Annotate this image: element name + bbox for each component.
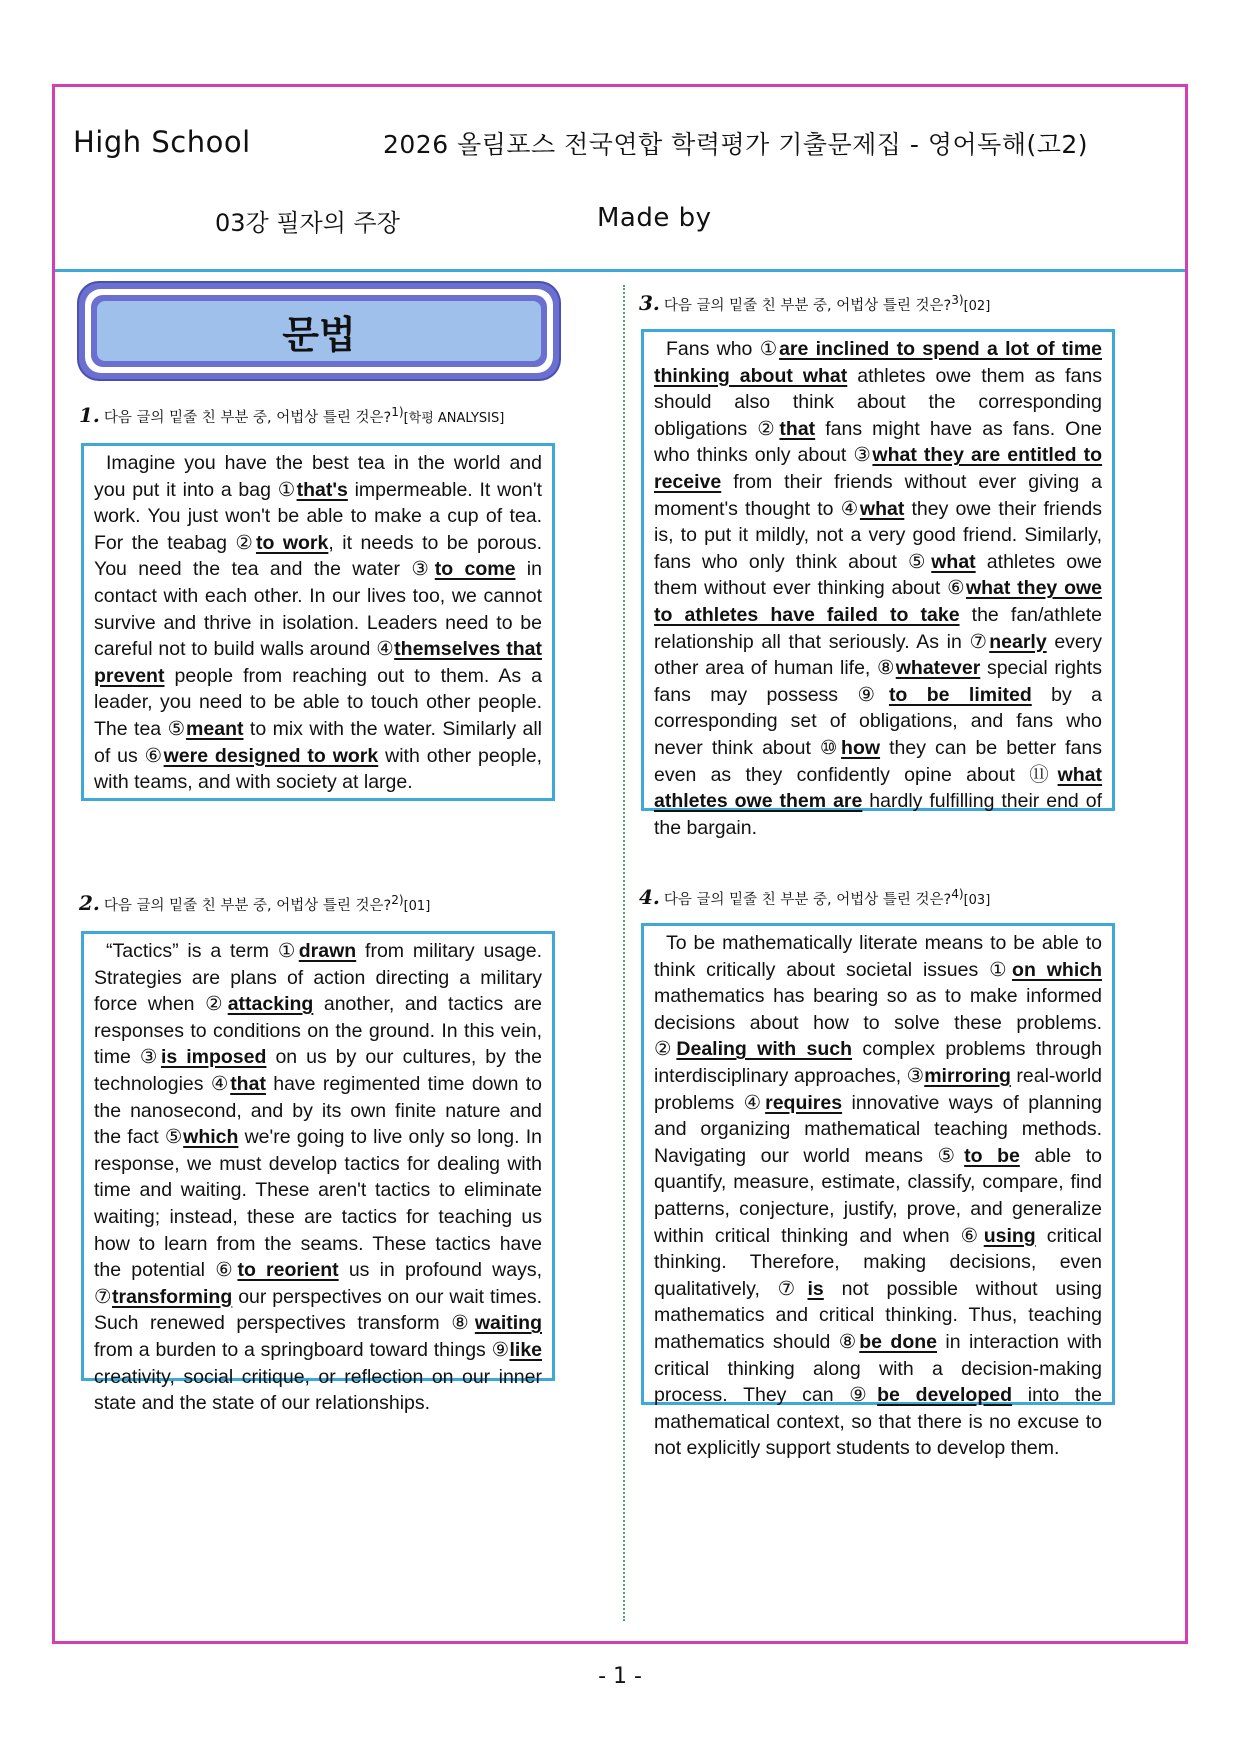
- question-4-label: [639, 885, 990, 909]
- passage-text: ⑥: [144, 744, 164, 767]
- passage-text: ⑩: [819, 736, 842, 759]
- passage-text: ⑦: [969, 630, 990, 653]
- passage-text: hardly fulfilling their end of the bargain.: [654, 790, 1102, 839]
- passage-text: by a corresponding set of obligations, and fans who never think about: [654, 683, 1103, 759]
- passage-text: “Tactics” is a term: [106, 940, 278, 962]
- header-lesson: 03강 필자의 주장: [215, 209, 400, 237]
- passage-text: , it needs to be porous. You need the tea and the water: [94, 531, 542, 581]
- underlined-choice: is imposed: [160, 1046, 267, 1069]
- underlined-choice: what: [931, 550, 976, 573]
- passage-text: into the mathematical context, so that there is no excuse to not explicitly support students to develop them.: [654, 1384, 1103, 1460]
- passage-text: ①: [277, 940, 299, 962]
- passage-text: fans might have as fans. One who thinks only about: [654, 417, 1103, 467]
- underlined-choice: what athletes owe them are: [654, 763, 1102, 813]
- passage-text: every other area of human life,: [654, 630, 1103, 680]
- underlined-choice: mirroring: [924, 1064, 1011, 1087]
- underlined-choice: that: [779, 417, 816, 440]
- underlined-choice: to reorient: [237, 1259, 339, 1282]
- passage-text: ④: [840, 497, 860, 520]
- passage-text: ④: [376, 638, 395, 661]
- passage-text: ②: [757, 417, 780, 440]
- passage-text: they owe their friends is, to put it mildly, not a very good friend. Similarly, fans who only think about: [654, 497, 1103, 573]
- header-divider: [55, 269, 1185, 272]
- question-prompt: 다음 글의 밑줄 친 부분 중, 어법상 틀린 것은?: [663, 892, 952, 908]
- passage-text: ③: [853, 444, 873, 467]
- passage-text: ⑦: [777, 1277, 808, 1300]
- question-number: 4.: [639, 885, 660, 909]
- question-3-passage: [641, 329, 1115, 839]
- passage-text: ⑪: [1029, 763, 1058, 786]
- passage-text: ⑤: [937, 1144, 965, 1167]
- underlined-choice: Dealing with such: [676, 1038, 853, 1061]
- underlined-choice: on which: [1012, 958, 1102, 981]
- passage-text: ⑥: [960, 1224, 984, 1247]
- question-2-label: [79, 891, 430, 915]
- question-source: [02]: [963, 299, 991, 314]
- passage-text: innovative ways of planning and organizing mathematical teaching methods. Navigating our world means: [654, 1091, 1103, 1167]
- passage-text: critical thinking. Therefore, making decisions, even qualitatively,: [654, 1224, 1103, 1300]
- underlined-choice: to come: [434, 558, 516, 581]
- passage-text: impermeable. It won't work. You just won't be able to make a cup of tea. For the teabag: [94, 478, 543, 554]
- passage-text: ⑨: [491, 1338, 510, 1361]
- passage-text: us in profound ways,: [338, 1259, 542, 1282]
- passage-text: in interaction with critical thinking along with a decision-making process. They can: [654, 1330, 1103, 1407]
- underlined-choice: is: [807, 1277, 824, 1300]
- passage-text: To be mathematically literate means to be able to think critically about societal issues: [654, 932, 1102, 981]
- footnote-ref: 1): [391, 405, 404, 420]
- question-prompt: 다음 글의 밑줄 친 부분 중, 어법상 틀린 것은?: [103, 410, 392, 426]
- underlined-choice: requires: [765, 1091, 843, 1114]
- question-number: 3.: [639, 291, 660, 315]
- underlined-choice: what they are entitled to receive: [654, 444, 1103, 493]
- passage-text: ③: [139, 1046, 161, 1069]
- passage-text: Imagine you have the best tea in the world and you put it into a bag: [94, 452, 542, 501]
- passage-text: Fans who: [666, 338, 760, 360]
- passage-text: our perspectives on our wait times. Such renewed perspectives transform: [94, 1285, 543, 1335]
- question-2-passage: [81, 931, 555, 1415]
- question-1-passage: [81, 443, 555, 801]
- passage-text: from military usage. Strategies are plans of action directing a military force when: [94, 940, 542, 1016]
- passage-text: ①: [277, 478, 297, 501]
- passage-text: in contact with each other. In our lives too, we cannot survive and thrive in isolation. Leaders need to be careful not to build walls around: [94, 558, 542, 661]
- question-prompt: 다음 글의 밑줄 친 부분 중, 어법상 틀린 것은?: [663, 298, 952, 314]
- passage-text: ③: [906, 1064, 925, 1087]
- column-divider: [623, 285, 625, 1621]
- underlined-choice: which: [183, 1126, 239, 1149]
- passage-text: ⑨: [849, 1384, 878, 1407]
- header-title: 2026 올림포스 전국연합 학력평가 기출문제집 - 영어독해(고2): [383, 130, 1089, 159]
- question-source: [03]: [963, 893, 991, 908]
- passage-text: ④: [210, 1072, 231, 1095]
- header-made-by: Made by: [597, 203, 712, 233]
- question-prompt: 다음 글의 밑줄 친 부분 중, 어법상 틀린 것은?: [103, 898, 392, 914]
- page-frame: [52, 84, 1188, 1644]
- underlined-choice: to be: [964, 1144, 1020, 1167]
- passage-text: to mix with the water. Similarly all of us: [94, 717, 542, 767]
- underlined-choice: nearly: [989, 630, 1047, 653]
- passage-text: ②: [205, 993, 228, 1016]
- underlined-choice: like: [509, 1338, 543, 1361]
- section-badge: [79, 283, 559, 379]
- question-4-passage: [641, 923, 1115, 1460]
- question-source: [01]: [403, 899, 431, 914]
- underlined-choice: what: [859, 497, 905, 520]
- passage-text: ⑨: [857, 683, 889, 706]
- underlined-choice: how: [841, 736, 881, 759]
- question-3-label: [639, 291, 990, 315]
- passage-text: ⑧: [451, 1312, 475, 1335]
- passage-text: not possible without using mathematics and critical thinking. Thus, teaching mathematics should: [654, 1277, 1102, 1353]
- passage-text: another, and tactics are responses to conditions on the ground. In this vein, time: [94, 993, 542, 1069]
- passage-text: from a burden to a springboard toward things: [94, 1338, 492, 1361]
- underlined-choice: drawn: [298, 940, 357, 962]
- passage-text: they can be better fans even as they confidently opine about: [654, 736, 1102, 786]
- passage-text: ⑥: [215, 1259, 238, 1282]
- passage-text: ⑤: [164, 1126, 184, 1149]
- passage-text: ⑧: [838, 1330, 860, 1353]
- passage-text: ⑤: [167, 717, 187, 740]
- passage-text: complex problems through interdisciplinary approaches,: [654, 1038, 1102, 1087]
- passage-text: the fan/athlete relationship all that seriously. As in: [654, 603, 1102, 653]
- passage-text: ③: [411, 558, 435, 581]
- section-badge-label: 문법: [97, 301, 541, 361]
- passage-text: creativity, social critique, or reflection on our inner state and the state of our relationships.: [94, 1365, 542, 1415]
- footnote-ref: 2): [391, 893, 404, 908]
- underlined-choice: waiting: [474, 1312, 542, 1335]
- question-source: [학평 ANALYSIS]: [403, 411, 505, 426]
- question-1-label: [79, 403, 504, 427]
- underlined-choice: were designed to work: [163, 744, 379, 767]
- passage-text: on us by our cultures, by the technologies: [94, 1046, 542, 1095]
- passage-text: we're going to live only so long. In response, we must develop tactics for dealing with time and waiting. These aren't tactics to eliminate waiting; instead, these are tactics for teaching us how to learn from the seams. These tactics have the potential: [94, 1126, 543, 1282]
- page-number: - 1 -: [598, 1664, 642, 1689]
- passage-text: ②: [654, 1038, 677, 1061]
- underlined-choice: whatever: [895, 657, 981, 680]
- passage-text: ①: [989, 958, 1013, 981]
- passage-text: athletes owe them without ever thinking about: [654, 550, 1103, 600]
- underlined-choice: to be limited: [888, 683, 1032, 706]
- underlined-choice: transforming: [112, 1285, 233, 1308]
- question-number: 2.: [79, 891, 100, 915]
- underlined-choice: that: [230, 1072, 266, 1095]
- underlined-choice: meant: [186, 717, 244, 740]
- underlined-choice: are inclined to spend a lot of time thinking about what: [654, 338, 1102, 387]
- passage-text: people from reaching out to them. As a leader, you need to be able to touch other people. The tea: [94, 664, 542, 740]
- underlined-choice: using: [983, 1224, 1036, 1247]
- underlined-choice: to work: [255, 531, 329, 554]
- passage-text: ⑤: [908, 550, 932, 573]
- underlined-choice: attacking: [227, 993, 314, 1016]
- passage-text: ⑦: [94, 1285, 112, 1308]
- passage-text: mathematics has bearing so as to make informed decisions about how to solve these problems.: [654, 985, 1102, 1034]
- passage-text: ②: [235, 531, 256, 554]
- header-school: High School: [73, 125, 251, 159]
- passage-text: ①: [759, 338, 780, 360]
- passage-text: ⑧: [877, 657, 896, 680]
- footnote-ref: 4): [951, 887, 964, 902]
- passage-text: have regimented time down to the nanosecond, and by its own finite nature and the fact: [94, 1072, 543, 1149]
- question-number: 1.: [79, 403, 100, 427]
- passage-text: able to quantify, measure, estimate, classify, compare, find patterns, conjecture, justify, prove, and generalize within critical thinking and when: [654, 1144, 1103, 1247]
- passage-text: from their friends without ever giving a moment's thought to: [654, 470, 1102, 520]
- passage-text: athletes owe them as fans should also think about the corresponding obligations: [654, 364, 1102, 440]
- underlined-choice: what they owe to athletes have failed to take: [654, 577, 1103, 626]
- passage-text: ⑥: [947, 577, 966, 600]
- underlined-choice: themselves that prevent: [94, 638, 542, 687]
- passage-text: special rights fans may possess: [654, 657, 1103, 706]
- passage-text: ④: [743, 1091, 766, 1114]
- underlined-choice: be developed: [877, 1384, 1013, 1407]
- passage-text: real-world problems: [654, 1064, 1102, 1114]
- underlined-choice: that's: [296, 478, 348, 501]
- passage-text: with other people, with teams, and with society at large.: [94, 744, 542, 794]
- footnote-ref: 3): [951, 293, 964, 308]
- underlined-choice: be done: [859, 1330, 937, 1353]
